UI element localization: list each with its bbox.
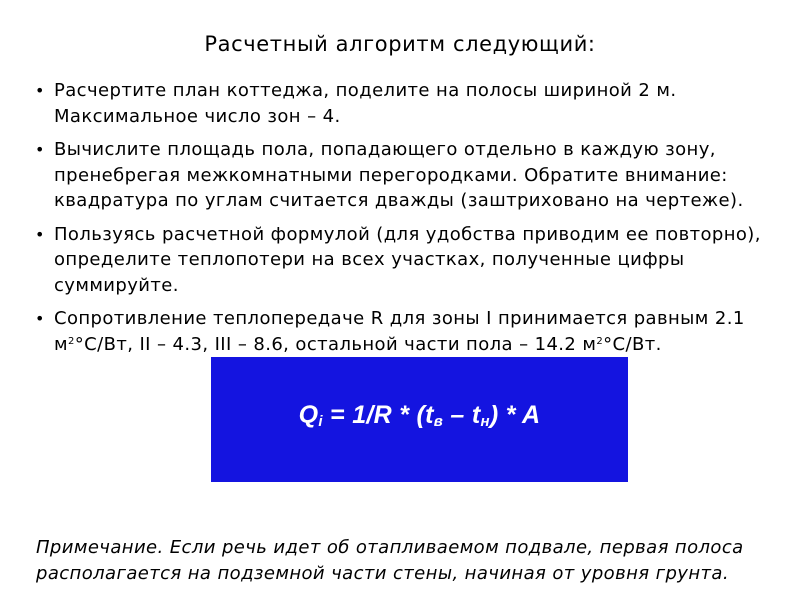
slide-title: Расчетный алгоритм следующий: (204, 32, 596, 56)
bullet-marker: • (35, 140, 45, 159)
bullet-marker: • (35, 309, 45, 328)
formula-tv-subscript: в (433, 413, 444, 430)
bullet-item (35, 137, 775, 214)
bullet-marker: • (35, 81, 45, 100)
bullet-item (35, 222, 775, 299)
formula-box (211, 357, 628, 482)
bullet-text: Вычислите площадь пола, попадающего отдельно в каждую зону, пренебрегая межкомнатными перегородками. Обратите внимание: квадратура по углам считается дважды (заштриховано на чертеже). (54, 139, 744, 211)
footnote: Примечание. Если речь идет об отапливаемом подвале, первая полоса располагается на подземной части стены, начиная от уровня грунта. (36, 537, 744, 584)
superscript: 2 (67, 335, 75, 347)
bullet-text: Расчертите план коттеджа, поделите на полосы шириной 2 м. Максимальное число зон – 4. (54, 80, 677, 127)
formula-tn-subscript: н (480, 413, 490, 430)
bullet-item (35, 78, 775, 129)
formula-part: ) * A (489, 401, 541, 429)
bullet-text (54, 308, 745, 355)
formula-q-subscript: i (318, 413, 323, 430)
bullet-text-part: Сопротивление теплопередаче R для зоны I принимается равным 2.1 м (54, 308, 745, 355)
bullet-marker: • (35, 224, 45, 244)
bullet-text-part: °С/Вт. (603, 333, 662, 355)
superscript: 2 (596, 335, 604, 347)
formula-part: – t (443, 401, 481, 429)
heat-loss-formula (299, 401, 541, 430)
bullet-text-part: °С/Вт, II – 4.3, III – 8.6, остальной части пола – 14.2 м (74, 333, 597, 355)
bullet-text: Пользуясь расчетной формулой (для удобства приводим ее повторно), определите теплопотери на всех участках, полученные цифры суммируйте. (54, 223, 761, 296)
bullet-item (35, 306, 775, 357)
bullet-list (35, 78, 775, 365)
formula-part: = 1/R * (t (322, 401, 434, 429)
formula-q: Q (298, 401, 319, 429)
